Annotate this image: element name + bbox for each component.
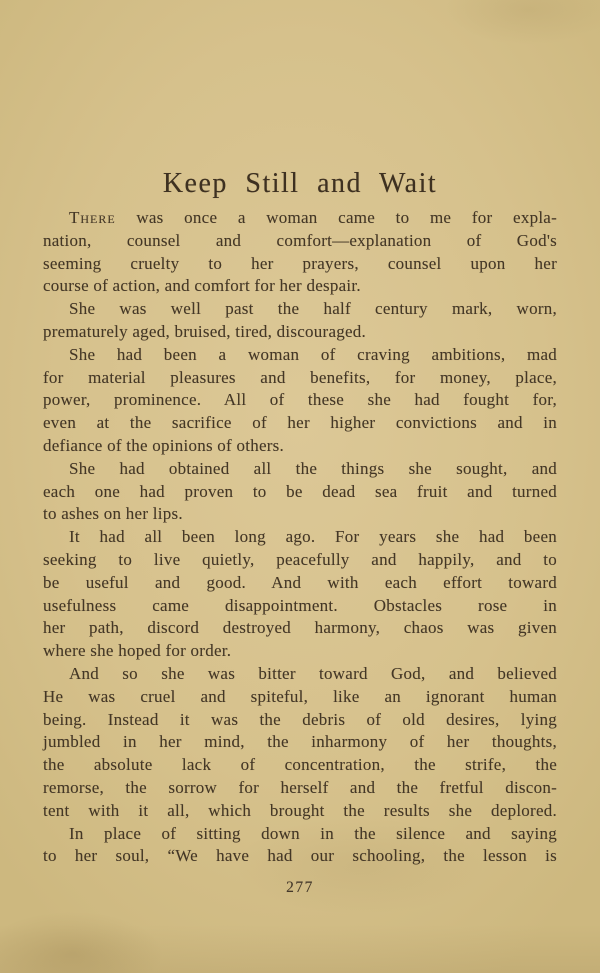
paragraph-5: [43, 526, 557, 663]
text-line: seeming cruelty to her prayers, counsel upon her: [43, 253, 557, 273]
paragraph-3: [43, 344, 557, 458]
text-line: seeking to live quietly, peacefully and happily, and to: [43, 549, 557, 569]
text-line: jumbled in her mind, the inharmony of her thoughts,: [43, 732, 557, 752]
paragraph-7: [43, 823, 557, 869]
text-line: prematurely aged, bruised, tired, discouraged.: [43, 321, 367, 341]
text-line: being. Instead it was the debris of old desires, lying: [43, 709, 557, 729]
text-line: She was well past the half century mark, worn,: [69, 299, 557, 319]
text-line: [43, 207, 557, 230]
paragraph-4: [43, 458, 557, 526]
text-line: She had obtained all the things she sought, and: [69, 458, 557, 478]
text-line: even at the sacrifice of her higher convictions and in: [43, 413, 557, 433]
text-line: the absolute lack of concentration, the strife, the: [43, 755, 557, 775]
text-line: course of action, and comfort for her despair.: [43, 276, 361, 296]
text-line: defiance of the opinions of others.: [43, 435, 285, 455]
text-line: She had been a woman of craving ambitions, mad: [69, 344, 557, 364]
text-line: her path, discord destroyed harmony, chaos was given: [43, 618, 557, 638]
text-line: where she hoped for order.: [43, 641, 232, 661]
page-title: Keep Still and Wait: [162, 167, 438, 199]
paragraph-6: [43, 663, 557, 823]
text-line: power, prominence. All of these she had fought for,: [43, 390, 557, 410]
text-line: It had all been long ago. For years she had been: [69, 527, 557, 547]
text-line: for material pleasures and benefits, for money, place,: [43, 367, 557, 387]
text-line: He was cruel and spiteful, like an ignorant human: [43, 686, 557, 706]
text-line: usefulness came disappointment. Obstacles rose in: [43, 595, 557, 615]
paragraph-1: [43, 207, 557, 298]
page-number: 277: [286, 879, 314, 896]
text-line: to ashes on her lips.: [43, 504, 183, 524]
text-line: In place of sitting down in the silence and saying: [69, 823, 557, 843]
lead-word-smallcaps: There: [69, 208, 116, 227]
text-line: tent with it all, which brought the results she deplored.: [43, 800, 557, 820]
body-text: [43, 207, 557, 868]
paragraph-2: [43, 298, 557, 344]
text-line-rest: was once a woman came to me for expla-: [136, 208, 558, 227]
text-line: each one had proven to be dead sea fruit and turned: [43, 481, 557, 501]
text-line: to her soul, “We have had our schooling, the lesson is: [43, 846, 557, 866]
text-line: be useful and good. And with each effort toward: [43, 572, 557, 592]
text-line: And so she was bitter toward God, and believed: [69, 663, 557, 683]
text-line: remorse, the sorrow for herself and the fretful discon-: [43, 777, 557, 797]
text-line: nation, counsel and comfort—explanation of God's: [43, 230, 557, 250]
